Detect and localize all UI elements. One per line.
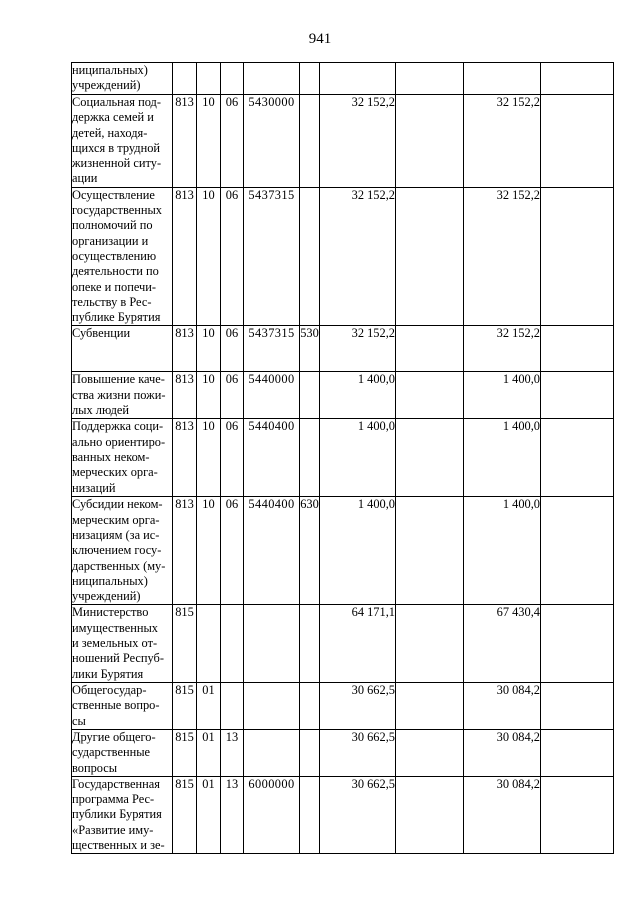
name-line: ванных неком- <box>72 449 150 464</box>
amount-year-1: 1 400,0 <box>320 497 396 605</box>
name-line: учреждений) <box>72 78 141 93</box>
target-item-code <box>244 605 300 682</box>
section-code: 10 <box>197 497 221 605</box>
name-line: и земельных от- <box>72 636 158 651</box>
table-row <box>72 729 614 776</box>
section-code <box>197 63 221 95</box>
name-line: детей, находя- <box>72 125 148 140</box>
budget-table <box>71 62 614 854</box>
amount-year-1: 30 662,5 <box>320 682 396 729</box>
name-line: ации <box>72 171 98 186</box>
target-item-code: 5437315 <box>244 326 300 372</box>
name-line: вопросы <box>72 760 118 775</box>
ministry-code: 813 <box>173 419 197 497</box>
name-line: щественных и зе- <box>72 837 165 852</box>
target-item-code: 5440000 <box>244 372 300 419</box>
name-line: программа Рес- <box>72 792 155 807</box>
amount-year-1: 1 400,0 <box>320 372 396 419</box>
name-line: деятельности по <box>72 264 159 279</box>
name-line: учреждений) <box>72 589 141 604</box>
amount-col-4 <box>541 776 614 853</box>
amount-year-2: 1 400,0 <box>464 372 541 419</box>
expense-type-code <box>300 63 320 95</box>
ministry-code <box>173 63 197 95</box>
subsection-code <box>221 682 244 729</box>
table-row <box>72 776 614 853</box>
name-line: ниципальных) <box>72 573 148 588</box>
name-line: мерческих орга- <box>72 465 158 480</box>
amount-year-1: 32 152,2 <box>320 187 396 326</box>
name-line: Социальная под- <box>72 95 161 109</box>
ministry-code: 815 <box>173 605 197 682</box>
subsection-code: 06 <box>221 326 244 372</box>
amount-year-2: 30 084,2 <box>464 776 541 853</box>
subsection-code: 13 <box>221 729 244 776</box>
amount-col-2 <box>396 95 464 188</box>
target-item-code: 5440400 <box>244 419 300 497</box>
budget-item-name <box>72 187 173 326</box>
name-line: сударственные <box>72 745 151 760</box>
name-line: ношений Респуб- <box>72 651 164 666</box>
table-body <box>72 63 614 854</box>
target-item-code <box>244 63 300 95</box>
name-line: организации и <box>72 233 149 248</box>
table-row <box>72 372 614 419</box>
subsection-code <box>221 63 244 95</box>
table-row <box>72 187 614 326</box>
ministry-code: 813 <box>173 497 197 605</box>
name-line: низациям (за ис- <box>72 527 160 542</box>
name-line: ственные вопро- <box>72 698 160 713</box>
expense-type-code <box>300 419 320 497</box>
amount-col-4 <box>541 372 614 419</box>
amount-col-2 <box>396 605 464 682</box>
expense-type-code <box>300 605 320 682</box>
subsection-code: 13 <box>221 776 244 853</box>
section-code: 10 <box>197 95 221 188</box>
name-line: Государственная <box>72 776 160 791</box>
expense-type-code <box>300 776 320 853</box>
amount-col-4 <box>541 95 614 188</box>
budget-item-name <box>72 776 173 853</box>
budget-item-name <box>72 419 173 497</box>
table-row <box>72 605 614 682</box>
table-row <box>72 326 614 372</box>
budget-item-name <box>72 497 173 605</box>
name-line: мерческим орга- <box>72 512 160 527</box>
amount-col-2 <box>396 187 464 326</box>
target-item-code: 5437315 <box>244 187 300 326</box>
amount-year-1: 30 662,5 <box>320 776 396 853</box>
section-code: 10 <box>197 187 221 326</box>
name-line: Поддержка соци- <box>72 419 164 434</box>
name-line: «Развитие иму- <box>72 822 154 837</box>
amount-year-2 <box>464 63 541 95</box>
amount-year-2: 1 400,0 <box>464 497 541 605</box>
amount-col-4 <box>541 729 614 776</box>
ministry-code: 813 <box>173 187 197 326</box>
target-item-code <box>244 682 300 729</box>
page-number: 941 <box>308 31 332 47</box>
expense-type-code <box>300 729 320 776</box>
section-code: 01 <box>197 682 221 729</box>
name-line: ключением госу- <box>72 543 162 558</box>
name-line: Министерство <box>72 605 149 620</box>
name-line: имущественных <box>72 620 158 635</box>
expense-type-code <box>300 682 320 729</box>
amount-col-2 <box>396 729 464 776</box>
section-code: 10 <box>197 326 221 372</box>
section-code: 10 <box>197 419 221 497</box>
name-line: жизненной ситу- <box>72 156 162 171</box>
amount-year-2: 32 152,2 <box>464 187 541 326</box>
budget-item-name <box>72 682 173 729</box>
ministry-code: 815 <box>173 682 197 729</box>
name-line: полномочий по <box>72 218 153 233</box>
amount-year-2: 30 084,2 <box>464 729 541 776</box>
amount-col-2 <box>396 682 464 729</box>
subsection-code: 06 <box>221 95 244 188</box>
amount-col-2 <box>396 372 464 419</box>
name-line: публике Бурятия <box>72 310 161 325</box>
amount-year-1 <box>320 63 396 95</box>
amount-year-1: 1 400,0 <box>320 419 396 497</box>
target-item-code: 5440400 <box>244 497 300 605</box>
amount-year-1: 64 171,1 <box>320 605 396 682</box>
name-line: осуществлению <box>72 248 157 263</box>
budget-item-name <box>72 63 173 95</box>
table-row <box>72 419 614 497</box>
table-row <box>72 682 614 729</box>
subsection-code: 06 <box>221 497 244 605</box>
table-row <box>72 63 614 95</box>
ministry-code: 813 <box>173 372 197 419</box>
name-line: ниципальных) <box>72 63 148 77</box>
amount-col-4 <box>541 63 614 95</box>
amount-year-1: 32 152,2 <box>320 95 396 188</box>
subsection-code: 06 <box>221 187 244 326</box>
subsection-code <box>221 605 244 682</box>
amount-col-2 <box>396 497 464 605</box>
expense-type-code <box>300 187 320 326</box>
expense-type-code <box>300 372 320 419</box>
section-code: 01 <box>197 776 221 853</box>
ministry-code: 815 <box>173 776 197 853</box>
target-item-code: 5430000 <box>244 95 300 188</box>
name-line: ства жизни пожи- <box>72 387 166 402</box>
amount-year-2: 32 152,2 <box>464 326 541 372</box>
target-item-code: 6000000 <box>244 776 300 853</box>
name-line: лых людей <box>72 403 130 418</box>
amount-col-4 <box>541 326 614 372</box>
amount-col-2 <box>396 776 464 853</box>
budget-item-name <box>72 729 173 776</box>
budget-item-name <box>72 95 173 188</box>
amount-year-2: 1 400,0 <box>464 419 541 497</box>
name-line: Общегосудар- <box>72 682 147 697</box>
amount-col-4 <box>541 419 614 497</box>
budget-item-name <box>72 326 173 372</box>
ministry-code: 813 <box>173 95 197 188</box>
expense-type-code: 630 <box>300 497 320 605</box>
section-code: 10 <box>197 372 221 419</box>
name-line: щихся в трудной <box>72 140 161 155</box>
table-row <box>72 497 614 605</box>
name-line: государственных <box>72 203 163 218</box>
name-line: Другие общего- <box>72 729 156 744</box>
amount-col-2 <box>396 419 464 497</box>
expense-type-code: 530 <box>300 326 320 372</box>
budget-item-name <box>72 605 173 682</box>
subsection-code: 06 <box>221 419 244 497</box>
name-line: Осуществление <box>72 187 155 202</box>
amount-year-2: 30 084,2 <box>464 682 541 729</box>
name-line: сы <box>72 713 86 728</box>
amount-col-4 <box>541 497 614 605</box>
name-line: опеке и попечи- <box>72 279 156 294</box>
amount-year-2: 32 152,2 <box>464 95 541 188</box>
table-row <box>72 95 614 188</box>
amount-col-4 <box>541 605 614 682</box>
ministry-code: 813 <box>173 326 197 372</box>
name-line: публики Бурятия <box>72 807 162 822</box>
ministry-code: 815 <box>173 729 197 776</box>
name-line: тельству в Рес- <box>72 294 152 309</box>
amount-col-4 <box>541 682 614 729</box>
amount-col-2 <box>396 326 464 372</box>
amount-col-2 <box>396 63 464 95</box>
target-item-code <box>244 729 300 776</box>
amount-year-2: 67 430,4 <box>464 605 541 682</box>
name-line: держка семей и <box>72 110 154 125</box>
expense-type-code <box>300 95 320 188</box>
name-line: низаций <box>72 480 116 495</box>
subsection-code: 06 <box>221 372 244 419</box>
amount-year-1: 30 662,5 <box>320 729 396 776</box>
name-line: дарственных (му- <box>72 558 166 573</box>
section-code: 01 <box>197 729 221 776</box>
name-line: Субвенции <box>72 326 131 341</box>
name-line: Субсидии неком- <box>72 497 163 512</box>
name-line: лики Бурятия <box>72 666 144 681</box>
amount-col-4 <box>541 187 614 326</box>
amount-year-1: 32 152,2 <box>320 326 396 372</box>
name-line: Повышение каче- <box>72 372 165 387</box>
section-code <box>197 605 221 682</box>
name-line: ально ориентиро- <box>72 434 166 449</box>
budget-item-name <box>72 372 173 419</box>
